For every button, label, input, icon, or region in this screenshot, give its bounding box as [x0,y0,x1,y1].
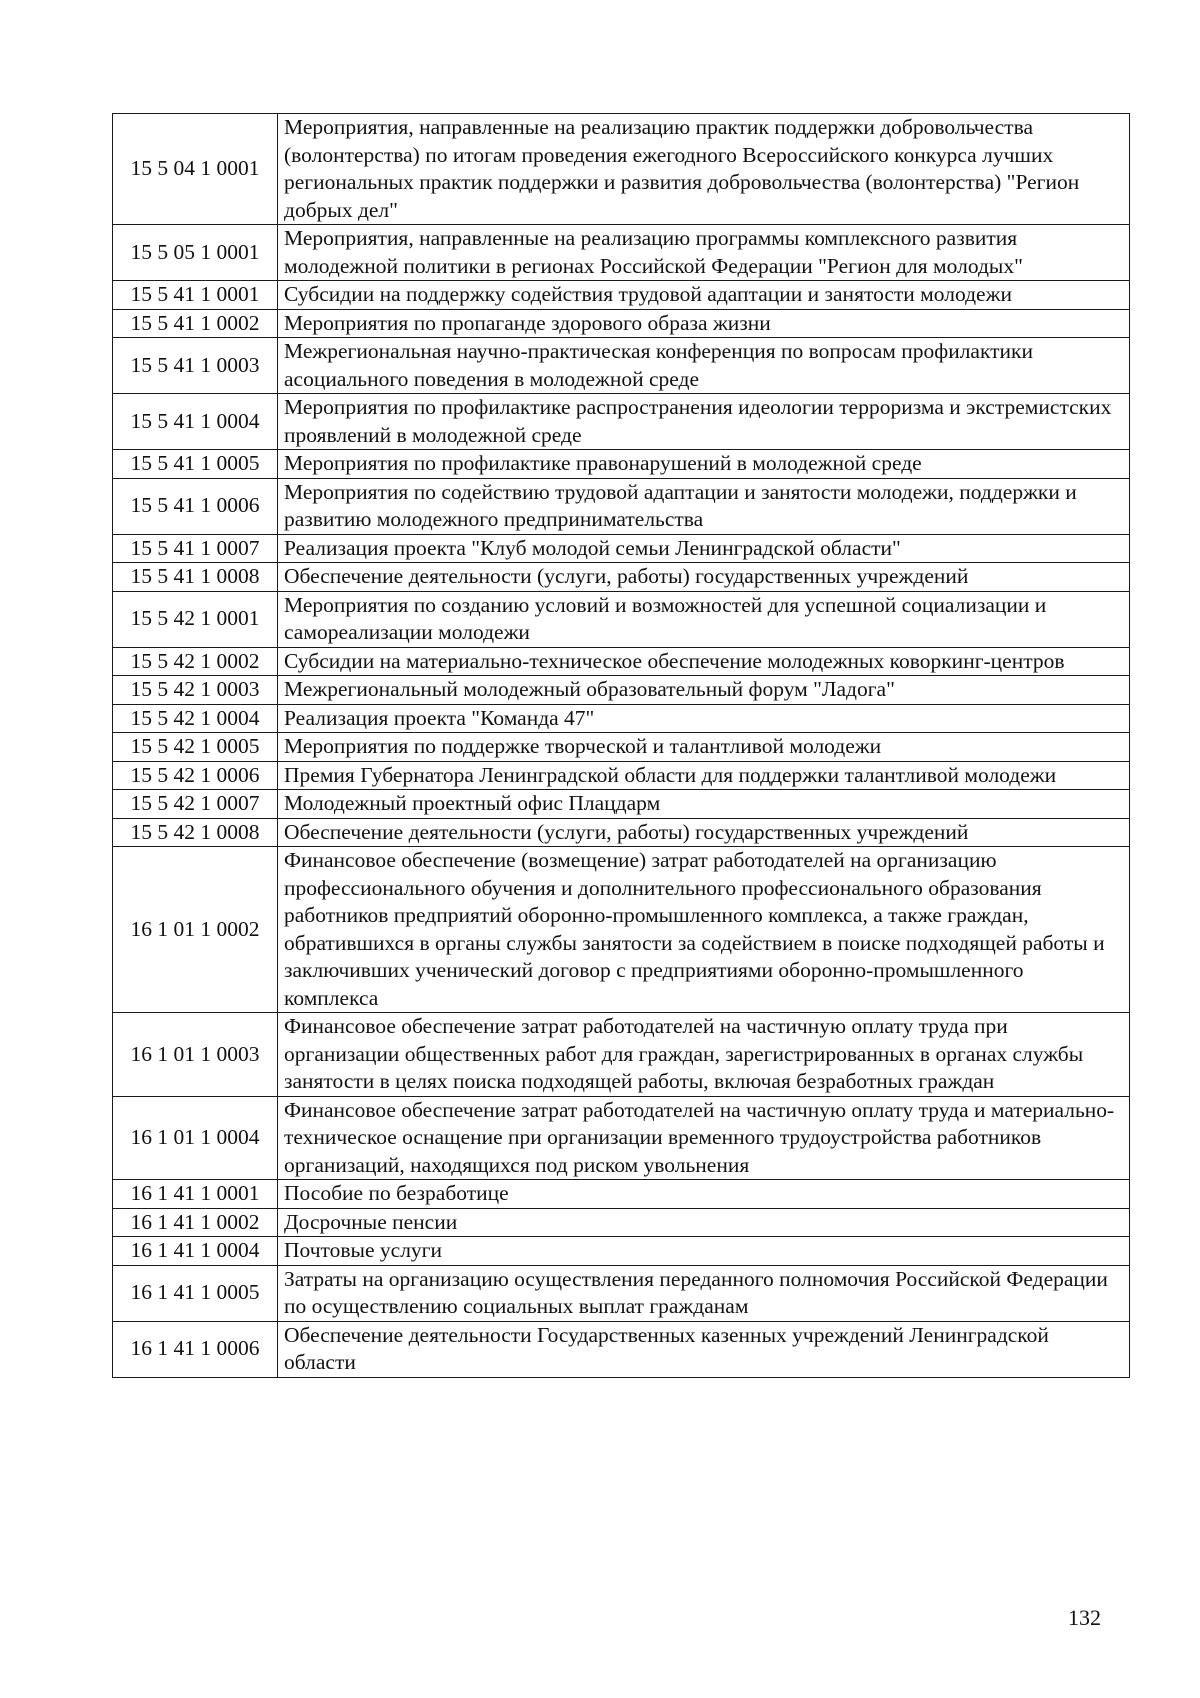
budget-code-cell: 16 1 01 1 0004 [113,1096,278,1180]
description-cell: Финансовое обеспечение затрат работодателей на частичную оплату труда при организации общественных работ для граждан, зарегистрированных в органах службы занятости в целях поиска подходящей работы, включая безработных граждан [278,1013,1130,1097]
description-cell: Мероприятия по созданию условий и возможностей для успешной социализации и самореализации молодежи [278,591,1130,647]
table-row [113,704,1130,733]
description-cell: Межрегиональный молодежный образовательный форум "Ладога" [278,676,1130,705]
table-row [113,1096,1130,1180]
budget-code-table [112,113,1130,1378]
description-cell: Обеспечение деятельности (услуги, работы) государственных учреждений [278,818,1130,847]
description-cell: Реализация проекта "Клуб молодой семьи Ленинградской области" [278,534,1130,563]
table-row [113,761,1130,790]
description-cell: Мероприятия по профилактике правонарушений в молодежной среде [278,450,1130,479]
table-row [113,733,1130,762]
budget-code-cell: 15 5 41 1 0008 [113,563,278,592]
budget-code-cell: 15 5 41 1 0007 [113,534,278,563]
description-cell: Досрочные пенсии [278,1208,1130,1237]
table-row [113,1180,1130,1209]
budget-code-cell: 15 5 41 1 0002 [113,309,278,338]
table-row [113,338,1130,394]
budget-code-cell: 15 5 41 1 0003 [113,338,278,394]
description-cell: Мероприятия по поддержке творческой и талантливой молодежи [278,733,1130,762]
description-cell: Обеспечение деятельности Государственных казенных учреждений Ленинградской области [278,1321,1130,1377]
description-cell: Мероприятия по профилактике распространения идеологии терроризма и экстремистских проявлений в молодежной среде [278,394,1130,450]
page-number: 132 [1068,1605,1101,1630]
budget-code-cell: 15 5 41 1 0005 [113,450,278,479]
table-row [113,647,1130,676]
budget-code-cell: 15 5 04 1 0001 [113,114,278,225]
table-row [113,676,1130,705]
description-cell: Затраты на организацию осуществления переданного полномочия Российской Федерации по осуществлению социальных выплат гражданам [278,1265,1130,1321]
budget-code-cell: 15 5 42 1 0002 [113,647,278,676]
description-cell: Межрегиональная научно-практическая конференция по вопросам профилактики асоциального поведения в молодежной среде [278,338,1130,394]
budget-code-cell: 16 1 01 1 0002 [113,847,278,1013]
budget-code-cell: 15 5 42 1 0007 [113,790,278,819]
budget-code-cell: 15 5 42 1 0006 [113,761,278,790]
budget-code-cell: 16 1 41 1 0005 [113,1265,278,1321]
table-row [113,450,1130,479]
description-cell: Премия Губернатора Ленинградской области для поддержки талантливой молодежи [278,761,1130,790]
budget-code-cell: 15 5 41 1 0006 [113,478,278,534]
table-row [113,309,1130,338]
description-cell: Реализация проекта "Команда 47" [278,704,1130,733]
table-row [113,818,1130,847]
description-cell: Молодежный проектный офис Плацдарм [278,790,1130,819]
description-cell: Финансовое обеспечение (возмещение) затрат работодателей на организацию профессионального обучения и дополнительного профессионального образования работников предприятий оборонно-промышленного комплекса, а также граждан, обратившихся в органы службы занятости за содействием в поиске подходящей работы и заключивших ученический договор с предприятиями оборонно-промышленного комплекса [278,847,1130,1013]
description-cell: Обеспечение деятельности (услуги, работы) государственных учреждений [278,563,1130,592]
description-cell: Субсидии на материально-техническое обеспечение молодежных коворкинг-центров [278,647,1130,676]
budget-code-cell: 15 5 41 1 0001 [113,281,278,310]
table-row [113,1321,1130,1377]
table-row [113,394,1130,450]
table-row [113,1265,1130,1321]
budget-code-cell: 15 5 41 1 0004 [113,394,278,450]
table-row [113,790,1130,819]
budget-code-cell: 16 1 41 1 0004 [113,1237,278,1266]
budget-code-cell: 16 1 41 1 0002 [113,1208,278,1237]
budget-code-cell: 15 5 42 1 0005 [113,733,278,762]
budget-code-cell: 15 5 42 1 0008 [113,818,278,847]
budget-code-cell: 15 5 42 1 0001 [113,591,278,647]
budget-code-cell: 15 5 42 1 0003 [113,676,278,705]
table-row [113,591,1130,647]
table-body [113,114,1130,1378]
description-cell: Мероприятия по содействию трудовой адаптации и занятости молодежи, поддержки и развитию молодежного предпринимательства [278,478,1130,534]
table-row [113,534,1130,563]
table-row [113,478,1130,534]
description-cell: Финансовое обеспечение затрат работодателей на частичную оплату труда и материально-техническое оснащение при организации временного трудоустройства работников организаций, находящихся под риском увольнения [278,1096,1130,1180]
budget-code-cell: 16 1 01 1 0003 [113,1013,278,1097]
table-row [113,225,1130,281]
table-row [113,1237,1130,1266]
table-row [113,281,1130,310]
description-cell: Субсидии на поддержку содействия трудовой адаптации и занятости молодежи [278,281,1130,310]
description-cell: Пособие по безработице [278,1180,1130,1209]
description-cell: Мероприятия, направленные на реализацию программы комплексного развития молодежной политики в регионах Российской Федерации "Регион для молодых" [278,225,1130,281]
description-cell: Мероприятия, направленные на реализацию практик поддержки добровольчества (волонтерства) по итогам проведения ежегодного Всероссийского конкурса лучших региональных практик поддержки и развития добровольчества (волонтерства) "Регион добрых дел" [278,114,1130,225]
table-row [113,1208,1130,1237]
description-cell: Мероприятия по пропаганде здорового образа жизни [278,309,1130,338]
budget-code-cell: 16 1 41 1 0006 [113,1321,278,1377]
budget-code-cell: 15 5 42 1 0004 [113,704,278,733]
budget-code-cell: 15 5 05 1 0001 [113,225,278,281]
description-cell: Почтовые услуги [278,1237,1130,1266]
budget-code-cell: 16 1 41 1 0001 [113,1180,278,1209]
table-row [113,114,1130,225]
table-row [113,563,1130,592]
table-row [113,847,1130,1013]
table-row [113,1013,1130,1097]
